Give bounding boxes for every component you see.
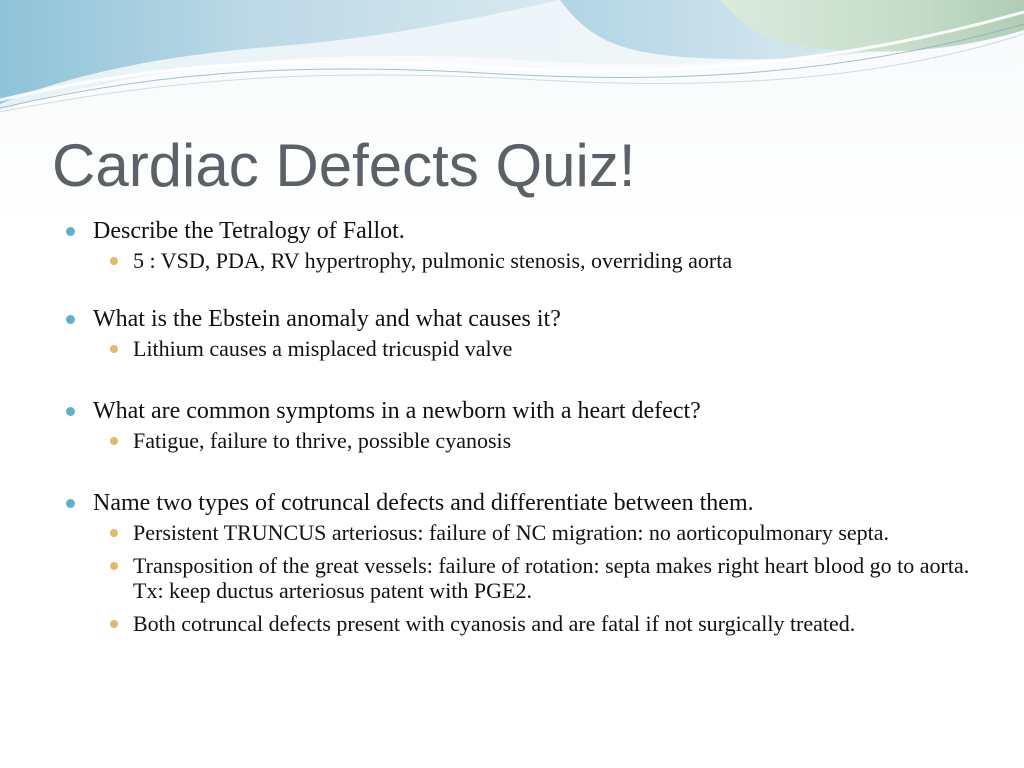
- answer: [60, 248, 980, 273]
- level2-bullet-icon: [110, 529, 118, 537]
- answer-text: Lithium causes a misplaced tricuspid valve: [133, 336, 513, 361]
- quiz-item: [60, 396, 980, 453]
- answer-text: Fatigue, failure to thrive, possible cyanosis: [133, 428, 512, 453]
- answer-list: [60, 248, 980, 273]
- level1-bullet-icon: [66, 315, 75, 324]
- question-text: Describe the Tetralogy of Fallot.: [93, 218, 405, 244]
- level1-bullet-icon: [66, 499, 75, 508]
- answer: [60, 428, 980, 453]
- spacer: [60, 281, 980, 304]
- answer-list: [60, 428, 980, 453]
- question-text: What is the Ebstein anomaly and what causes it?: [93, 306, 561, 332]
- answer-list: [60, 336, 980, 361]
- answer: [60, 611, 980, 636]
- answer-text: Both cotruncal defects present with cyanosis and are fatal if not surgically treated.: [133, 611, 856, 636]
- spacer: [60, 369, 980, 396]
- question: [60, 216, 980, 246]
- quiz-item: [60, 488, 980, 636]
- answer-list: [60, 520, 980, 636]
- slide-title: Cardiac Defects Quiz!: [52, 132, 636, 199]
- quiz-content: [60, 216, 980, 644]
- level1-bullet-icon: [66, 407, 75, 416]
- question: [60, 396, 980, 426]
- answer: [60, 520, 980, 545]
- question-text: What are common symptoms in a newborn with a heart defect?: [93, 398, 701, 424]
- answer-text: 5 : VSD, PDA, RV hypertrophy, pulmonic stenosis, overriding aorta: [133, 248, 733, 273]
- question-text: Name two types of cotruncal defects and differentiate between them.: [93, 490, 754, 516]
- level2-bullet-icon: [110, 345, 118, 353]
- quiz-item: [60, 216, 980, 273]
- answer-text: Transposition of the great vessels: failure of rotation: septa makes right heart blood go to aorta. Tx: keep ductus arteriosus patent with PGE2.: [133, 553, 970, 603]
- answer-text: Persistent TRUNCUS arteriosus: failure of NC migration: no aorticopulmonary septa.: [133, 520, 890, 545]
- question: [60, 304, 980, 334]
- spacer: [60, 461, 980, 488]
- level2-bullet-icon: [110, 620, 118, 628]
- level1-bullet-icon: [66, 227, 75, 236]
- level2-bullet-icon: [110, 562, 118, 570]
- quiz-item: [60, 304, 980, 361]
- header-wave-decoration: [0, 0, 1024, 120]
- level2-bullet-icon: [110, 257, 118, 265]
- answer: [60, 553, 980, 603]
- level2-bullet-icon: [110, 437, 118, 445]
- answer: [60, 336, 980, 361]
- question: [60, 488, 980, 518]
